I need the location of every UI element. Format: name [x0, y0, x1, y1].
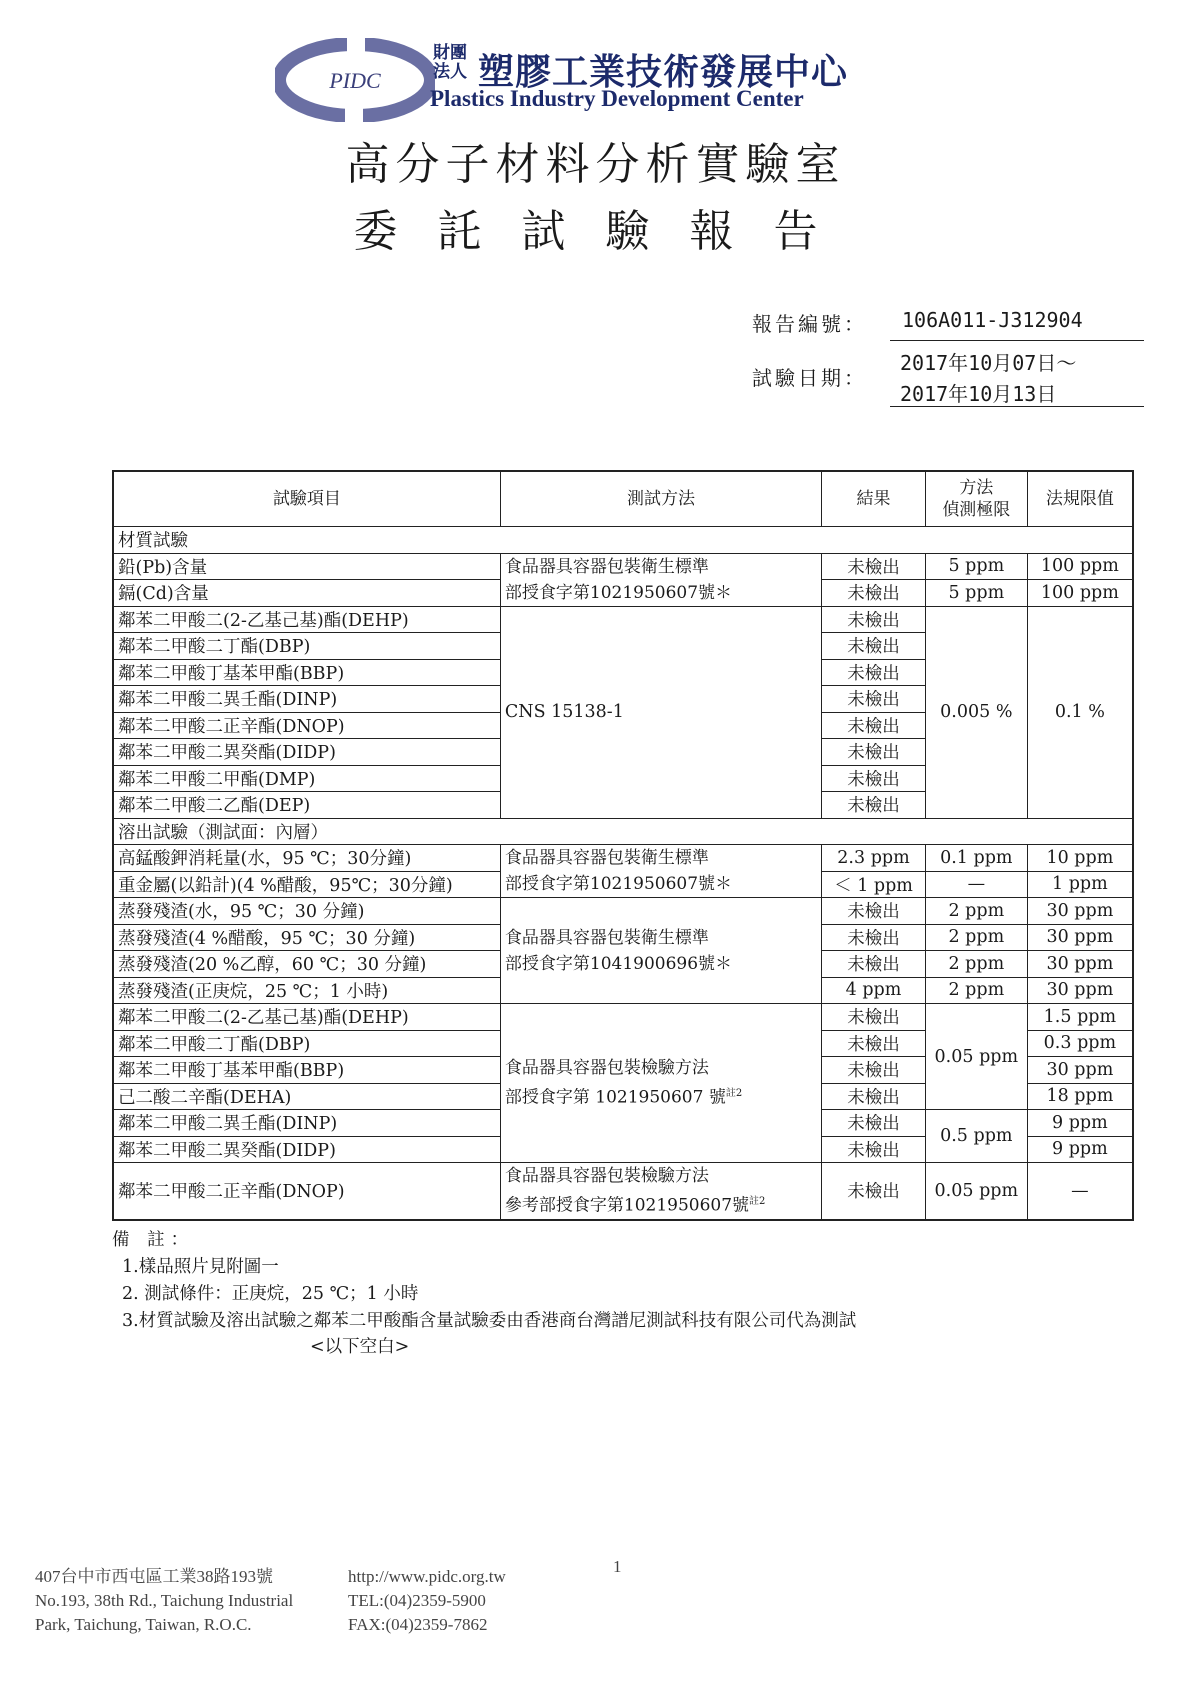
- row-result: 未檢出: [822, 1110, 926, 1137]
- row-item: 鄰苯二甲酸二正辛酯(DNOP): [113, 712, 500, 739]
- row-result: 未檢出: [822, 1057, 926, 1084]
- method-line: 食品器具容器包裝衛生標準: [504, 848, 709, 868]
- row-result: 未檢出: [822, 739, 926, 766]
- row-result: 未檢出: [822, 606, 926, 633]
- row-limit: 1.5 ppm: [1027, 1004, 1133, 1031]
- row-limit: 18 ppm: [1027, 1083, 1133, 1110]
- row-result: 未檢出: [822, 792, 926, 819]
- header-limit: 法規限值: [1027, 471, 1133, 527]
- footer-address: [35, 1565, 293, 1637]
- report-no-label: 報告編號：: [752, 312, 867, 336]
- header-mdl-line1: 方法: [959, 478, 994, 498]
- row-item: 鄰苯二甲酸二異癸酯(DIDP): [113, 1136, 500, 1163]
- org-prefix-line2: 法人: [433, 62, 467, 82]
- table-row: [113, 1163, 1133, 1220]
- footer-address-cn: 407台中市西屯區工業38路193號: [35, 1567, 273, 1586]
- row-result: 未檢出: [822, 765, 926, 792]
- row-item: 蒸發殘渣(水，95 ℃；30 分鐘): [113, 898, 500, 925]
- row-item: 鄰苯二甲酸二異癸酯(DIDP): [113, 739, 500, 766]
- row-mdl: —: [925, 871, 1027, 898]
- org-prefix-line1: 財團: [433, 43, 467, 63]
- logo-text: PIDC: [329, 68, 381, 93]
- row-item: 鄰苯二甲酸二甲酯(DMP): [113, 765, 500, 792]
- row-item: 鄰苯二甲酸二(2-乙基己基)酯(DEHP): [113, 606, 500, 633]
- row-mdl: 2 ppm: [925, 898, 1027, 925]
- row-result: 未檢出: [822, 924, 926, 951]
- row-item: 鄰苯二甲酸丁基苯甲酯(BBP): [113, 1057, 500, 1084]
- row-result: 未檢出: [822, 659, 926, 686]
- row-limit: 30 ppm: [1027, 977, 1133, 1004]
- method-line: 部授食字第1041900696號＊: [504, 953, 733, 974]
- row-limit: 1 ppm: [1027, 871, 1133, 898]
- row-limit: 30 ppm: [1027, 1057, 1133, 1084]
- row-mdl: 0.005 %: [925, 606, 1027, 818]
- table-row: [113, 1004, 1133, 1031]
- row-limit: 10 ppm: [1027, 845, 1133, 872]
- test-date-label: 試驗日期：: [752, 366, 867, 390]
- row-item: 鉛(Pb)含量: [113, 553, 500, 580]
- row-mdl: 2 ppm: [925, 977, 1027, 1004]
- row-item: 鄰苯二甲酸二異壬酯(DINP): [113, 686, 500, 713]
- row-result: 未檢出: [822, 1163, 926, 1220]
- row-limit: 100 ppm: [1027, 553, 1133, 580]
- row-result: 未檢出: [822, 580, 926, 607]
- row-mdl: 0.05 ppm: [925, 1004, 1027, 1110]
- org-name-en: Plastics Industry Development Center: [430, 86, 804, 111]
- method-line: [505, 1189, 817, 1219]
- row-result: 未檢出: [822, 1136, 926, 1163]
- row-mdl: 2 ppm: [925, 951, 1027, 978]
- org-name-cn: 塑膠工業技術發展中心: [478, 52, 849, 93]
- footer-address-en-2: Park, Taichung, Taiwan, R.O.C.: [35, 1615, 252, 1634]
- row-mdl: 0.05 ppm: [925, 1163, 1027, 1220]
- method-footnote-ref: 註2: [749, 1196, 766, 1207]
- row-result: 未檢出: [822, 951, 926, 978]
- method-line: 食品器具容器包裝衛生標準: [504, 927, 709, 948]
- row-item: 蒸發殘渣(正庚烷，25 ℃；1 小時): [113, 977, 500, 1004]
- header-result: 結果: [822, 471, 926, 527]
- row-limit: 0.3 ppm: [1027, 1030, 1133, 1057]
- row-item: 高錳酸鉀消耗量(水，95 ℃；30分鐘): [113, 845, 500, 872]
- row-limit: 0.1 %: [1027, 606, 1133, 818]
- row-result: 未檢出: [822, 712, 926, 739]
- table-row: [113, 845, 1133, 872]
- row-limit: 100 ppm: [1027, 580, 1133, 607]
- notes-label: 備 註：: [112, 1230, 195, 1250]
- test-date-end: 2017年10月13日: [900, 382, 1057, 406]
- row-item: 蒸發殘渣(20 %乙醇，60 ℃；30 分鐘): [113, 951, 500, 978]
- row-mdl: 0.5 ppm: [925, 1110, 1027, 1163]
- row-item: 鄰苯二甲酸丁基苯甲酯(BBP): [113, 659, 500, 686]
- row-result: 未檢出: [822, 553, 926, 580]
- test-date-start: 2017年10月07日～: [900, 351, 1077, 375]
- results-table: [112, 470, 1134, 1221]
- note-1: 1.樣品照片見附圖一: [122, 1257, 279, 1277]
- pidc-logo: [275, 38, 435, 122]
- row-limit: 30 ppm: [1027, 924, 1133, 951]
- row-limit: 30 ppm: [1027, 898, 1133, 925]
- header-mdl-line2: 偵測極限: [942, 500, 1011, 520]
- row-item: 鄰苯二甲酸二丁酯(DBP): [113, 633, 500, 660]
- row-item: 鄰苯二甲酸二異壬酯(DINP): [113, 1110, 500, 1137]
- report-no: 106A011-J312904: [902, 308, 1083, 332]
- footer-website-link[interactable]: http://www.pidc.org.tw: [348, 1567, 506, 1586]
- method-cell: CNS 15138-1: [500, 606, 821, 818]
- row-mdl: 5 ppm: [925, 553, 1027, 580]
- blank-marker: <以下空白>: [310, 1337, 410, 1357]
- row-limit: 30 ppm: [1027, 951, 1133, 978]
- method-line: 部授食字第1021950607號＊: [504, 582, 733, 603]
- method-cell: [500, 553, 821, 606]
- row-result: 未檢出: [822, 1030, 926, 1057]
- page-number: 1: [613, 1557, 622, 1576]
- row-mdl: 0.1 ppm: [925, 845, 1027, 872]
- header-method: 測試方法: [500, 471, 821, 527]
- table-row: [113, 606, 1133, 633]
- row-item: 蒸發殘渣(4 %醋酸，95 ℃；30 分鐘): [113, 924, 500, 951]
- footer-contact: [348, 1565, 506, 1637]
- note-3: 3.材質試驗及溶出試驗之鄰苯二甲酸酯含量試驗委由香港商台灣譜尼測試科技有限公司代為測試: [122, 1311, 857, 1331]
- row-item: 鄰苯二甲酸二丁酯(DBP): [113, 1030, 500, 1057]
- row-limit: 9 ppm: [1027, 1136, 1133, 1163]
- method-cell: [500, 898, 821, 1004]
- method-cell: [500, 845, 821, 898]
- row-limit: —: [1027, 1163, 1133, 1220]
- footer-fax: FAX:(04)2359-7862: [348, 1615, 488, 1634]
- row-result: 4 ppm: [822, 977, 926, 1004]
- footer-tel: TEL:(04)2359-5900: [348, 1591, 486, 1610]
- table-row: [113, 898, 1133, 925]
- note-2: 2. 測試條件：正庚烷，25 ℃；1 小時: [122, 1284, 419, 1304]
- report-no-underline: [890, 340, 1144, 341]
- row-result: 未檢出: [822, 898, 926, 925]
- row-item: 鄰苯二甲酸二(2-乙基己基)酯(DEHP): [113, 1004, 500, 1031]
- org-prefix: [430, 44, 470, 82]
- row-result: 未檢出: [822, 1083, 926, 1110]
- table-header-row: [113, 471, 1133, 527]
- table-row: [113, 553, 1133, 580]
- method-line: [505, 1081, 817, 1111]
- method-cell: [500, 1004, 821, 1163]
- row-item: 鄰苯二甲酸二正辛酯(DNOP): [113, 1163, 500, 1220]
- row-result: ＜ 1 ppm: [822, 871, 926, 898]
- row-item: 鄰苯二甲酸二乙酯(DEP): [113, 792, 500, 819]
- footer-address-en-1: No.193, 38th Rd., Taichung Industrial: [35, 1591, 294, 1610]
- report-title: 委託試驗報告: [353, 206, 858, 257]
- row-mdl: 5 ppm: [925, 580, 1027, 607]
- row-result: 未檢出: [822, 686, 926, 713]
- method-line: 食品器具容器包裝檢驗方法: [504, 1058, 709, 1079]
- row-result: 2.3 ppm: [822, 845, 926, 872]
- row-item: 鎘(Cd)含量: [113, 580, 500, 607]
- row-item: 己二酸二辛酯(DEHA): [113, 1083, 500, 1110]
- method-cell: [500, 1163, 821, 1220]
- row-result: 未檢出: [822, 1004, 926, 1031]
- header-item: 試驗項目: [113, 471, 500, 527]
- row-mdl: 2 ppm: [925, 924, 1027, 951]
- method-line-text: 參考部授食字第1021950607號: [504, 1195, 750, 1216]
- method-line: 部授食字第1021950607號＊: [504, 874, 733, 894]
- header-mdl: [925, 471, 1027, 527]
- section-migration: 溶出試驗（測試面：內層）: [113, 818, 1133, 845]
- row-item: 重金屬(以鉛計)(4 %醋酸，95℃；30分鐘): [113, 871, 500, 898]
- test-date-underline: [890, 406, 1144, 407]
- method-line: 食品器具容器包裝檢驗方法: [504, 1166, 709, 1186]
- row-result: 未檢出: [822, 633, 926, 660]
- section-material: 材質試驗: [113, 527, 1133, 554]
- method-line-text: 部授食字第 1021950607 號: [504, 1087, 726, 1108]
- method-footnote-ref: 註2: [725, 1088, 743, 1100]
- lab-title: 高分子材料分析實驗室: [345, 139, 846, 190]
- method-line: 食品器具容器包裝衛生標準: [504, 556, 709, 577]
- row-limit: 9 ppm: [1027, 1110, 1133, 1137]
